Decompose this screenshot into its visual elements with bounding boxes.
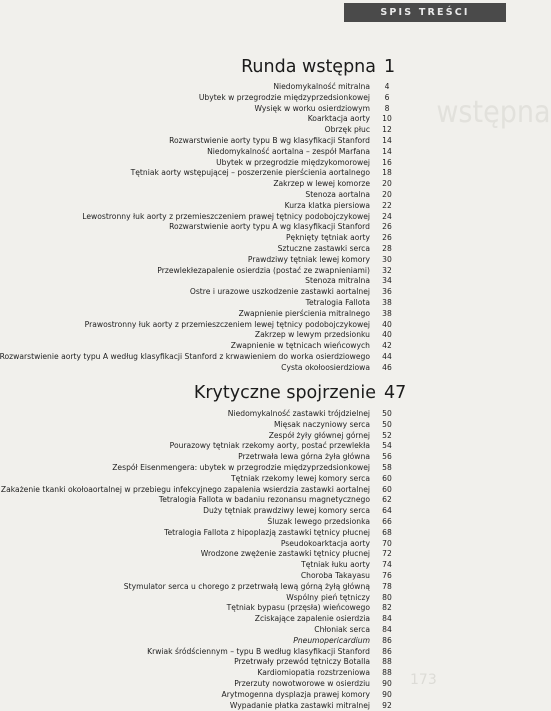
toc-entry-page: 20 [382,189,392,199]
toc-entry-title: Koarktacja aorty [307,114,370,124]
toc-entry-page: 82 [382,603,392,613]
toc-entry-page: 26 [382,233,392,243]
toc-entry[interactable] [0,287,400,298]
toc-entry-title: Arytmogenna dysplazja prawej komory [221,689,370,699]
toc-entry-title: Wysięk w worku osierdziowym [254,103,370,113]
toc-entry-title: Choroba Takayasu [300,570,370,580]
toc-entry-page: 38 [382,308,392,318]
toc-entry-page: 54 [382,441,392,451]
section-page-krytyczne-spojrzenie: 47 [384,383,407,403]
toc-entry[interactable] [0,147,400,158]
toc-entry[interactable] [0,298,400,309]
toc-entry-page: 78 [382,581,392,591]
toc-entry[interactable] [0,517,400,528]
toc-entry-title: Chłoniak serca [314,624,370,634]
toc-entry[interactable] [0,495,400,506]
toc-entry-title: Zwapnienie w tętnicach wieńcowych [230,341,370,351]
toc-entry-page: 26 [382,222,392,232]
toc-entry[interactable] [0,560,400,571]
toc-entry-page: 16 [382,157,392,167]
toc-entry[interactable] [0,104,400,115]
toc-entry-title: Obrzęk płuc [324,125,370,135]
toc-entry-page: 60 [382,473,392,483]
toc-entry-title: Zakrzep w lewej komorze [273,179,370,189]
toc-entry-page: 58 [382,462,392,472]
toc-entry-title: Tętniak łuku aorty [301,560,370,570]
toc-entry[interactable] [0,363,400,374]
toc-entry[interactable] [0,614,400,625]
toc-entry-page: 50 [382,419,392,429]
toc-entry-title: Ubytek w przegrodzie międzykomorowej [216,157,370,167]
toc-list-krytyczne-spojrzenie [0,409,400,711]
toc-entry-page: 12 [382,125,392,135]
toc-entry-title: Rozwarstwienie aorty typu A według klasyfikacji Stanford z krwawieniem do worka osierdziowego [0,351,370,361]
toc-entry[interactable] [0,233,400,244]
toc-entry[interactable] [0,549,400,560]
toc-entry-title: Przetrwała lewa górna żyła główna [238,452,370,462]
toc-entry[interactable] [0,593,400,604]
toc-entry-title: Zakrzep w lewym przedsionku [254,330,370,340]
toc-entry-page: 14 [382,146,392,156]
toc-entry-page: 18 [382,168,392,178]
toc-entry-title: Stenoza aortalna [305,189,370,199]
toc-entry-title: Tetralogia Fallota z hipoplazją zastawki tętnicy płucnej [164,527,370,537]
toc-entry-title: Pourazowy tętniak rzekomy aorty, postać przewlekła [169,441,370,451]
toc-entry-page: 86 [382,646,392,656]
toc-entry-page: 22 [382,200,392,210]
header-label: SPIS TREŚCI [380,7,470,18]
toc-entry[interactable] [0,320,400,331]
toc-entry-page: 8 [384,103,390,113]
toc-entry[interactable] [0,701,400,711]
toc-entry-title: Tętniak aorty wstępującej – poszerzenie pierścienia aortalnego [130,168,370,178]
toc-entry-title: Stymulator serca u chorego z przetrwałą lewą górną żyłą główną [123,581,370,591]
toc-entry[interactable] [0,506,400,517]
toc-entry-title: Rozwarstwienie aorty typu B wg klasyfikacji Stanford [169,135,370,145]
toc-entry[interactable] [0,571,400,582]
toc-entry[interactable] [0,255,400,266]
toc-entry[interactable] [0,93,400,104]
toc-entry[interactable] [0,201,400,212]
toc-entry-title: Lewostronny łuk aorty z przemieszczeniem prawej tętnicy podobojczykowej [82,211,370,221]
toc-entry-page: 80 [382,592,392,602]
toc-entry[interactable] [0,657,400,668]
toc-entry[interactable] [0,431,400,442]
toc-entry-page: 30 [382,254,392,264]
toc-entry-title: Zciskające zapalenie osierdzia [254,614,370,624]
toc-entry-page: 6 [384,92,390,102]
section-title-krytyczne-spojrzenie: Krytyczne spojrzenie [193,383,376,403]
toc-entry[interactable] [0,276,400,287]
toc-entry-title: Wypadanie płatka zastawki mitralnej [229,700,370,710]
toc-entry[interactable] [0,452,400,463]
toc-entry[interactable] [0,222,400,233]
toc-entry-title: Krwiak śródściennym – typu B według klasyfikacji Stanford [147,646,370,656]
toc-entry[interactable] [0,125,400,136]
toc-entry[interactable] [0,190,400,201]
toc-entry-page: 70 [382,538,392,548]
section-title-runda-wstepna: Runda wstępna [241,57,376,77]
toc-entry-title: Tetralogia Fallota [305,297,370,307]
background-ghost-text: wstępna [436,95,551,130]
toc-entry-title: Ostre i urazowe uszkodzenie zastawki aortalnej [189,287,370,297]
toc-entry-title: Ubytek w przegrodzie międzyprzedsionkowej [198,92,370,102]
toc-entry[interactable] [0,463,400,474]
toc-entry-title: Wrodzone zwężenie zastawki tętnicy płucnej [200,549,370,559]
toc-entry[interactable] [0,528,400,539]
toc-entry-page: 44 [382,351,392,361]
toc-entry[interactable] [0,158,400,169]
toc-entry-page: 84 [382,624,392,634]
header-band [344,3,506,22]
toc-entry-title: Pseudokoarktacja aorty [280,538,370,548]
toc-entry[interactable] [0,168,400,179]
toc-entry-page: 66 [382,516,392,526]
toc-entry-title: Śluzak lewego przedsionka [267,516,370,526]
toc-entry-title: Rozwarstwienie aorty typu A wg klasyfikacji Stanford [169,222,370,232]
toc-entry[interactable] [0,341,400,352]
toc-entry[interactable] [0,582,400,593]
toc-entry-page: 68 [382,527,392,537]
toc-entry-page: 10 [382,114,392,124]
toc-entry[interactable] [0,474,400,485]
background-ghost-text-bottom: 173 [410,672,437,688]
toc-entry-title: Przerzuty nowotworowe w osierdziu [234,678,370,688]
toc-entry[interactable] [0,690,400,701]
toc-list-runda-wstepna [0,82,400,374]
toc-entry-page: 32 [382,265,392,275]
section-page-runda-wstepna: 1 [384,57,396,77]
toc-entry-page: 88 [382,668,392,678]
toc-entry-page: 40 [382,319,392,329]
toc-entry[interactable] [0,179,400,190]
toc-entry-page: 72 [382,549,392,559]
toc-entry-page: 28 [382,243,392,253]
toc-entry-page: 90 [382,689,392,699]
toc-entry-title: Wspólny pień tętniczy [286,592,370,602]
toc-entry[interactable] [0,114,400,125]
toc-entry-page: 36 [382,287,392,297]
toc-entry-page: 14 [382,135,392,145]
toc-entry[interactable] [0,244,400,255]
toc-entry[interactable] [0,352,400,363]
toc-entry-page: 92 [382,700,392,710]
toc-entry-page: 56 [382,452,392,462]
toc-entry[interactable] [0,539,400,550]
toc-entry-title: Prawdziwy tętniak lewej komory [247,254,370,264]
toc-entry-title: Zespół żyły głównej górnej [268,430,370,440]
toc-entry-title: Niedomykalność aortalna – zespół Marfana [207,146,370,156]
toc-entry-title: Sztuczne zastawki serca [277,243,370,253]
toc-entry-title: Niedomykalność mitralna [273,82,370,91]
toc-entry-title: Kurza klatka piersiowa [284,200,370,210]
toc-entry-page: 64 [382,506,392,516]
toc-entry-title: Stenoza mitralna [305,276,370,286]
toc-entry-page: 40 [382,330,392,340]
toc-entry[interactable] [0,420,400,431]
toc-entry-title: Tetralogia Fallota w badaniu rezonansu magnetycznego [158,495,370,505]
toc-entry-title: Zespół Eisenmengera: ubytek w przegrodzie międzyprzedsionkowej [112,462,370,472]
toc-entry-title: Niedomykalność zastawki trójdzielnej [227,409,370,418]
toc-entry-title: Tętniak rzekomy lewej komory serca [231,473,370,483]
toc-entry-title: Zwapnienie pierścienia mitralnego [238,308,370,318]
toc-entry[interactable] [0,266,400,277]
toc-entry-title: Przewlekłezapalenie osierdzia (postać ze zwapnieniami) [157,265,370,275]
toc-entry[interactable] [0,603,400,614]
toc-entry-page: 62 [382,495,392,505]
toc-entry[interactable] [0,82,400,93]
toc-entry[interactable] [0,485,400,496]
toc-entry-page: 86 [382,635,392,645]
toc-entry-page: 60 [382,484,392,494]
toc-entry[interactable] [0,136,400,147]
toc-entry-title: Cysta okołoosierdziowa [281,362,370,372]
toc-entry-page: 74 [382,560,392,570]
toc-entry[interactable] [0,679,400,690]
toc-entry-page: 50 [382,409,392,418]
toc-entry[interactable] [0,668,400,679]
toc-entry-page: 88 [382,657,392,667]
toc-entry-page: 42 [382,341,392,351]
toc-entry-page: 46 [382,362,392,372]
toc-entry-page: 90 [382,678,392,688]
toc-entry-page: 52 [382,430,392,440]
toc-entry-title: Pęknięty tętniak aorty [285,233,370,243]
toc-entry-page: 24 [382,211,392,221]
toc-entry-page: 20 [382,179,392,189]
toc-entry[interactable] [0,330,400,341]
toc-entry[interactable] [0,309,400,320]
toc-entry-page: 34 [382,276,392,286]
toc-entry-page: 76 [382,570,392,580]
toc-entry[interactable] [0,625,400,636]
toc-entry-title: Mięsak naczyniowy serca [274,419,370,429]
toc-entry[interactable] [0,441,400,452]
toc-entry-page: 4 [384,82,390,91]
toc-entry-page: 84 [382,614,392,624]
toc-entry-title: Pneumopericardium [293,635,370,645]
toc-entry-title: Prawostronny łuk aorty z przemieszczeniem lewej tętnicy podobojczykowej [84,319,370,329]
toc-entry-title: Przetrwały przewód tętniczy Botalla [234,657,370,667]
toc-entry-title: Tętniak bypasu (przęsła) wieńcowego [226,603,370,613]
toc-entry[interactable] [0,636,400,647]
toc-entry-title: Duży tętniak prawdziwy lewej komory serca [203,506,370,516]
toc-entry-title: Zakażenie tkanki okołoaortalnej w przebiegu infekcyjnego zapalenia wsierdzia zastawki aortalnej [0,484,370,494]
toc-entry-page: 38 [382,297,392,307]
toc-entry-title: Kardiomiopatia rozstrzeniowa [257,668,370,678]
toc-entry[interactable] [0,409,400,420]
toc-entry[interactable] [0,647,400,658]
toc-entry[interactable] [0,212,400,223]
